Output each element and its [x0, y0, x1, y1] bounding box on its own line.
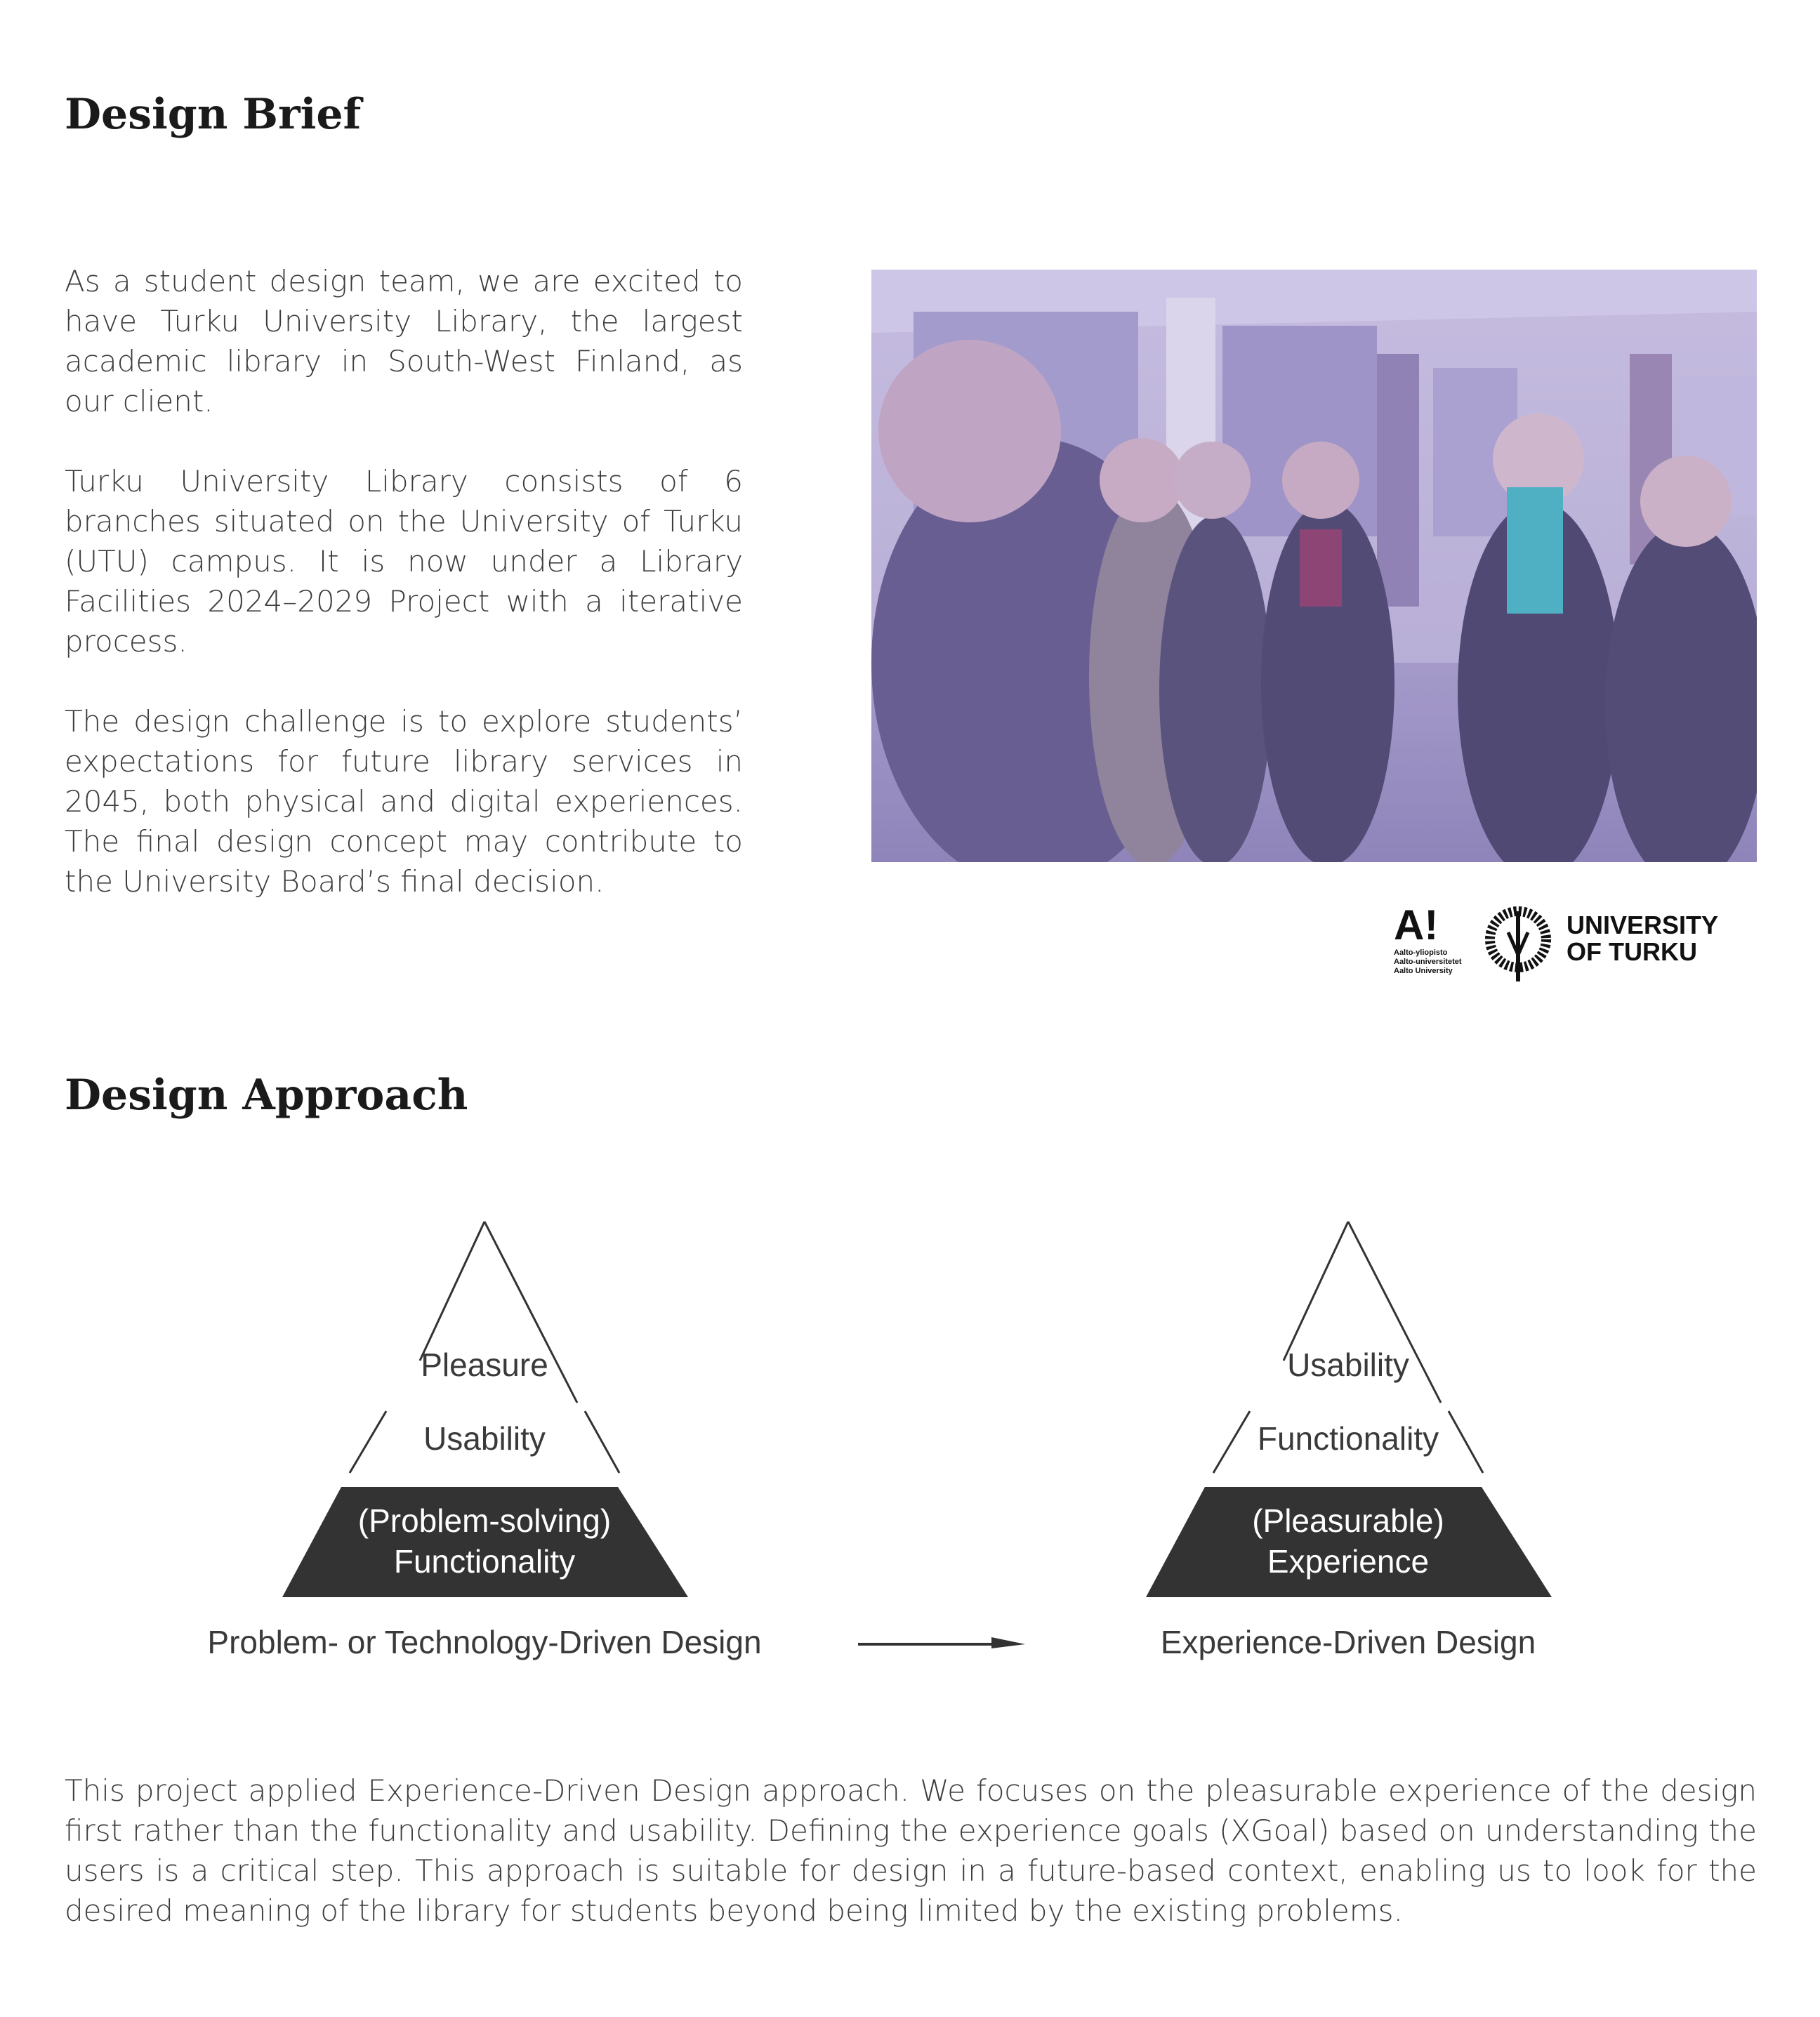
aalto-logo-line-3: Aalto University [1394, 967, 1453, 975]
right-pyramid-top-label: Usability [1287, 1347, 1409, 1383]
left-pyramid [207, 1222, 761, 1660]
design-approach-title: Design Approach [65, 1071, 468, 1120]
brief-paragraph-3: The design challenge is to explore students’ expectations for future library services in 2045, both physical and digital experiences. The final design concept may contribute to the University Board’s final decision. [65, 704, 743, 899]
left-pyramid-top-label: Pleasure [421, 1347, 548, 1383]
right-pyramid-base-label-1: (Pleasurable) [1252, 1502, 1444, 1539]
university-of-turku-emblem-icon [1490, 911, 1546, 981]
left-pyramid-caption: Problem- or Technology-Driven Design [207, 1624, 762, 1660]
turku-logo-line-1: UNIVERSITY [1567, 911, 1719, 939]
brief-text [65, 261, 743, 941]
left-pyramid-base-label-2: Functionality [393, 1543, 576, 1580]
aalto-logo-mark: A! [1394, 906, 1439, 948]
partner-logos [1394, 906, 1759, 990]
design-approach-diagram [0, 1193, 1820, 1685]
left-pyramid-base-label-1: (Problem-solving) [357, 1502, 612, 1539]
aalto-logo-line-1: Aalto-yliopisto [1394, 948, 1448, 957]
brief-paragraph-2: Turku University Library consists of 6 branches situated on the University of Turku (UTU) campus. It is now under a Library Facilities 2024–2029 Project with a iterative process. [65, 464, 743, 659]
right-pyramid-base-label-2: Experience [1267, 1543, 1430, 1580]
left-pyramid-middle-label: Usability [423, 1420, 546, 1457]
design-brief-title: Design Brief [65, 90, 362, 139]
arrow-icon [858, 1637, 1025, 1648]
right-pyramid-caption: Experience-Driven Design [1160, 1624, 1536, 1660]
turku-logo-line-2: OF TURKU [1567, 937, 1697, 966]
team-photo [871, 270, 1757, 862]
aalto-logo-line-2: Aalto-universitetet [1394, 958, 1462, 966]
brief-paragraph-1: As a student design team, we are excited to have Turku University Library, the largest academic library in South-West Finland, as our client. [65, 264, 743, 418]
right-pyramid [1146, 1222, 1552, 1660]
approach-description: This project applied Experience-Driven Design approach. We focuses on the pleasurable experience of the design first rather than the functionality and usability. Defining the experience goals (XGoal) based on understanding the users is a critical step. This approach is suitable for design in a future-based context, enabling us to look for the desired meaning of the library for students beyond being limited by the existing problems. [65, 1773, 1757, 1928]
right-pyramid-middle-label: Functionality [1257, 1420, 1439, 1457]
